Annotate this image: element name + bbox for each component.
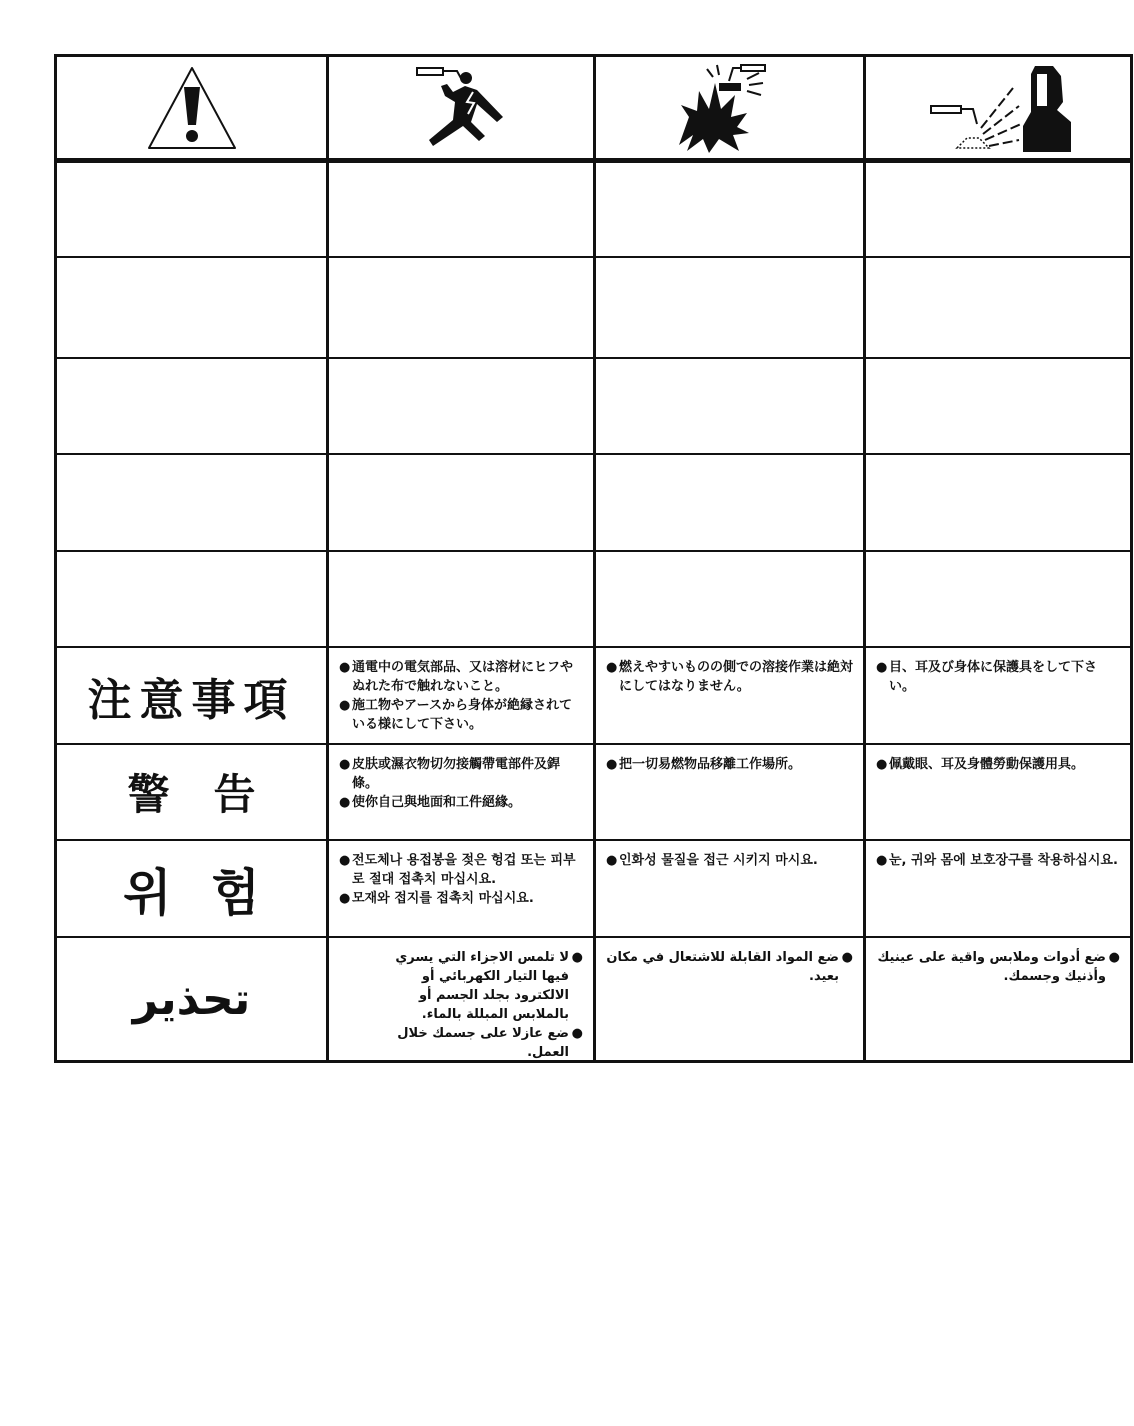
electric-shock-icon [411, 62, 511, 154]
arabic-electric-text [329, 938, 593, 1060]
icon-cell-fire [596, 57, 863, 158]
bullet-icon: ● [339, 795, 351, 810]
label-chinese: 警告 [127, 770, 300, 819]
korean-fire-text [596, 841, 863, 936]
list-item: ● ضع عازلا على جسمك خلال العمل. [397, 1026, 583, 1060]
list-item: ● 燃えやすいものの側での溶接作業は絶対にしてはなりません。 [606, 660, 854, 694]
bullet-icon: ● [841, 950, 853, 965]
arc-rays-icon [923, 62, 1073, 154]
list-item: ● 전도체나 용접봉을 젖은 헝겁 또는 피부로 절대 접촉치 마십시요. [339, 853, 576, 887]
bullet-icon: ● [606, 660, 618, 675]
icon-cell-electric [329, 57, 593, 158]
korean-electric-text [329, 841, 593, 936]
blank-row [57, 258, 1130, 357]
list-item: ● 施工物やアースから身体が絶縁されている様にして下さい。 [339, 698, 572, 732]
list-item: ● ضع أدوات وملابس واقية على عينيك وأذنيك وجسمك. [877, 950, 1120, 984]
list-item: ● ضع المواد القابلة للاشتعال في مكان بعيد. [606, 950, 853, 984]
label-japanese: 注意事項 [87, 674, 296, 726]
label-arabic: تحذير [132, 973, 251, 1025]
list-item: ● لا تلمس الاجزاء التي يسري فيها التيار الكهربائي أو الالكترود بجلد الجسم أو بالملابس المبللة بالماء. [395, 950, 583, 1022]
list-item: ● 인화성 물질을 접근 시키지 마시요. [606, 853, 818, 868]
bullet-icon: ● [339, 891, 351, 906]
icon-cell-arc-rays [866, 57, 1130, 158]
safety-warning-table [54, 54, 1133, 1063]
bullet-icon: ● [1108, 950, 1120, 965]
japanese-fire-text [596, 648, 863, 743]
blank-row [57, 359, 1130, 453]
bullet-icon: ● [339, 660, 351, 675]
japanese-electric-text [329, 648, 593, 743]
arabic-protection-text [866, 938, 1130, 1060]
list-item: ● 눈, 귀와 몸에 보호장구를 착용하십시요. [876, 853, 1118, 868]
list-item: ● 把一切易燃物品移離工作場所。 [606, 757, 802, 772]
list-item: ● 通電中の電気部品、又は溶材にヒフやぬれた布で触れないこと。 [339, 660, 574, 694]
chinese-fire-text [596, 745, 863, 839]
general-warning-icon [146, 65, 238, 151]
list-item: ● 모재와 접지를 접촉치 마십시요. [339, 891, 534, 906]
bullet-icon: ● [571, 1026, 583, 1041]
list-item: ● 目、耳及び身体に保護具をして下さい。 [876, 660, 1098, 694]
list-item: ● 佩戴眼、耳及身體勞動保護用具。 [876, 757, 1085, 772]
arabic-fire-text [596, 938, 863, 1060]
bullet-icon: ● [606, 757, 618, 772]
list-item: ● 皮肤或濕衣物切勿接觸帶電部件及銲條。 [339, 757, 561, 791]
bullet-icon: ● [571, 950, 583, 965]
bullet-icon: ● [339, 698, 351, 713]
bullet-icon: ● [339, 853, 351, 868]
blank-row [57, 552, 1130, 646]
blank-row [57, 163, 1130, 256]
icon-cell-general [57, 57, 326, 158]
bullet-icon: ● [876, 853, 888, 868]
korean-protection-text [866, 841, 1130, 936]
bullet-icon: ● [876, 757, 888, 772]
chinese-protection-text [866, 745, 1130, 839]
japanese-protection-text [866, 648, 1130, 743]
fire-explosion-icon [675, 61, 785, 155]
label-korean: 위험 [123, 863, 300, 922]
list-item: ● 使你自己與地面和工件絕緣。 [339, 795, 522, 810]
bullet-icon: ● [876, 660, 888, 675]
chinese-electric-text [329, 745, 593, 839]
blank-row [57, 455, 1130, 550]
bullet-icon: ● [339, 757, 351, 772]
bullet-icon: ● [606, 853, 618, 868]
